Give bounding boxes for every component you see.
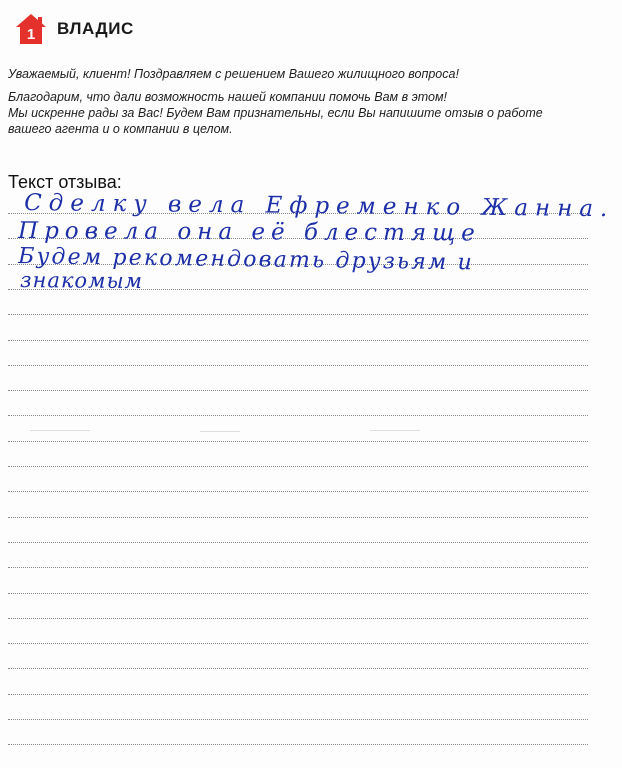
- review-heading: Текст отзыва:: [8, 172, 122, 192]
- handwritten-line: Провела она её блестяще: [18, 218, 481, 247]
- greeting-text: Уважаемый, клиент! Поздравляем с решением Вашего жилищного вопроса!: [8, 67, 459, 81]
- handwritten-line: Сделку вела Ефременко Жанна.: [24, 190, 615, 223]
- scan-artifact: [30, 430, 90, 431]
- thanks-line-2: Мы искренне рады за Вас! Будем Вам признательны, если Вы напишите отзыв о работе: [8, 106, 543, 120]
- scan-artifact: [200, 431, 240, 432]
- scan-artifact: [370, 430, 420, 431]
- handwritten-line: Будем рекомендовать друзьям и: [18, 244, 475, 276]
- thanks-line-3: вашего агента и о компании в целом.: [8, 122, 233, 136]
- handwritten-line: знакомым: [20, 268, 144, 294]
- brand-name: ВЛАДИС: [57, 19, 134, 38]
- thanks-line-1: Благодарим, что дали возможность нашей компании помочь Вам в этом!: [8, 90, 448, 104]
- logo-digit: 1: [26, 26, 36, 43]
